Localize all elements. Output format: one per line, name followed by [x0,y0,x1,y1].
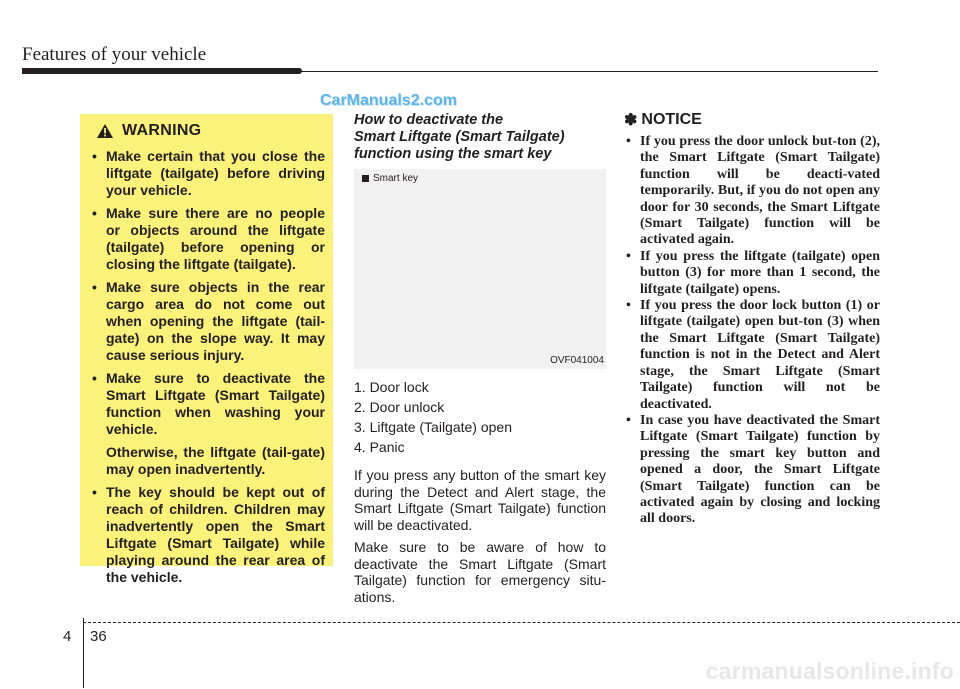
notice-item: • In case you have deactivated the Smart Liftgate (Smart Tailgate) function by pressing the smart key button and opened a door, the Smart Liftgate (Smart Tailgate) function can be activated again by closing and locking all doors. [624,413,880,528]
watermark-top: CarManuals2.com [320,92,457,109]
warning-title: WARNING [122,122,202,139]
button-list-item: 2. Door unlock [354,399,445,415]
warning-triangle-icon [96,123,114,139]
notice-header [624,110,880,130]
warning-item: • Make sure there are no people or objects around the liftgate (tailgate) before opening or closing the liftgate (tailgate). [90,205,325,273]
smart-key-figure [354,169,606,369]
square-bullet-icon [362,175,369,182]
warning-item: • Make sure to deactivate the Smart Liftgate (Smart Tailgate) function when washing your vehicle. Otherwise, the liftgate (tail-gate) may open inadvertently. [90,370,325,478]
notice-item: • If you press the liftgate (tailgate) open button (3) for more than 1 second, the liftgate (tailgate) opens. [624,249,880,298]
warning-list [90,148,325,586]
warning-item-extra: Otherwise, the liftgate (tail-gate) may open inadvertently. [106,444,325,477]
header-bar [22,68,302,74]
notice-star-icon: ✽ [624,112,638,129]
figure-code: OVF041004 [550,355,604,366]
header-rule [300,71,878,72]
page-header-title: Features of your vehicle [22,44,207,65]
notice-item: • If you press the door unlock but-ton (2), the Smart Liftgate (Smart Tailgate) function will be deacti-vated temporarily. But, if you do not open any door for 30 seconds, the Smart Liftgate (Smart Tailgate) function will be activated again. [624,134,880,249]
warning-item: • The key should be kept out of reach of children. Children may inadvertently open the Smart Liftgate (Smart Tailgate) while playing around the rear area of the vehicle. [90,484,325,586]
button-list-item: 4. Panic [354,439,405,455]
warning-header [96,122,325,140]
chapter-number: 4 [63,628,72,645]
middle-column [354,112,606,605]
notice-list [624,134,880,528]
notice-item: • If you press the door lock button (1) or liftgate (tailgate) open but-ton (3) when the Smart Liftgate (Smart Tailgate) function is not in the Detect and Alert stage, the Smart Liftgate (Smart Tailgate) function will not be deactivated. [624,298,880,413]
warning-item: • Make certain that you close the liftgate (tailgate) before driving your vehicle. [90,148,325,199]
body-paragraph: Make sure to be aware of how to deactivate the Smart Liftgate (Smart Tailgate) function for emergency situ-ations. [354,539,606,605]
footer-divider [83,618,84,688]
button-list [354,377,606,457]
watermark-bottom: carmanualsonline.info [705,658,954,684]
section-heading: How to deactivate the Smart Liftgate (Smart Tailgate) function using the smart key [354,112,565,162]
notice-column [624,110,880,528]
footer-rule [83,622,960,623]
notice-title: NOTICE [641,111,702,128]
figure-label: Smart key [362,173,418,184]
warning-box [80,114,333,585]
page-number: 36 [90,628,107,645]
button-list-item: 1. Door lock [354,379,429,395]
button-list-item: 3. Liftgate (Tailgate) open [354,419,512,435]
body-paragraph: If you press any button of the smart key during the Detect and Alert stage, the Smart Liftgate (Smart Tailgate) function will be deactivated. [354,467,606,533]
warning-item: • Make sure objects in the rear cargo area do not come out when opening the liftgate (tail-gate) on the slope way. It may cause serious injury. [90,279,325,364]
